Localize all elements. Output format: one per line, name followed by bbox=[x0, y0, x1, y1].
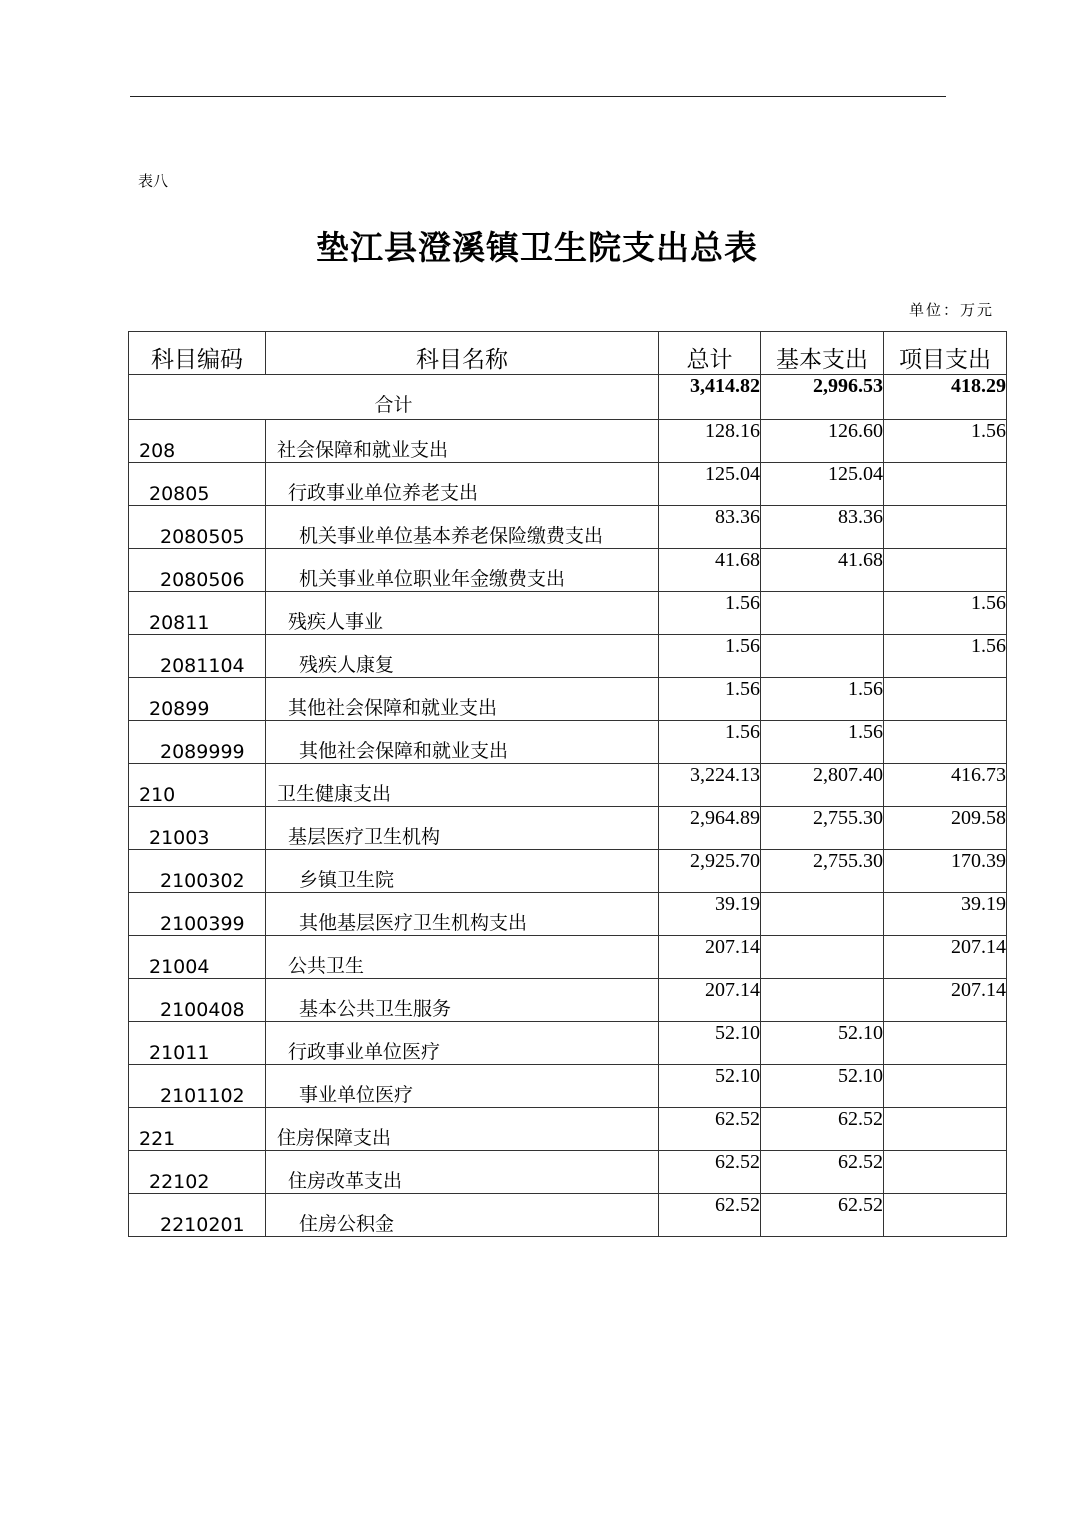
row-name: 行政事业单位医疗 bbox=[266, 1022, 659, 1065]
table-row bbox=[129, 893, 1007, 936]
row-project: 416.73 bbox=[884, 764, 1007, 807]
row-total: 39.19 bbox=[659, 893, 761, 936]
row-project bbox=[884, 506, 1007, 549]
table-row bbox=[129, 420, 1007, 463]
table-row bbox=[129, 1022, 1007, 1065]
table-row bbox=[129, 721, 1007, 764]
row-basic: 126.60 bbox=[761, 420, 884, 463]
total-total: 3,414.82 bbox=[659, 375, 761, 420]
header-rule bbox=[130, 96, 946, 97]
table-row bbox=[129, 506, 1007, 549]
row-project: 1.56 bbox=[884, 420, 1007, 463]
row-total: 3,224.13 bbox=[659, 764, 761, 807]
header-basic: 基本支出 bbox=[761, 332, 884, 375]
row-code: 21004 bbox=[129, 936, 266, 979]
total-label: 合计 bbox=[129, 375, 659, 420]
row-project: 1.56 bbox=[884, 635, 1007, 678]
row-code: 2080505 bbox=[129, 506, 266, 549]
table-row bbox=[129, 1108, 1007, 1151]
row-basic: 41.68 bbox=[761, 549, 884, 592]
row-project: 1.56 bbox=[884, 592, 1007, 635]
table-row bbox=[129, 764, 1007, 807]
header-row bbox=[129, 332, 1007, 375]
row-name: 基本公共卫生服务 bbox=[266, 979, 659, 1022]
row-name: 公共卫生 bbox=[266, 936, 659, 979]
unit-label: 单位：万元 bbox=[908, 301, 994, 319]
row-name: 住房公积金 bbox=[266, 1194, 659, 1237]
row-name: 住房保障支出 bbox=[266, 1108, 659, 1151]
row-project bbox=[884, 1194, 1007, 1237]
page-title: 垫江县澄溪镇卫生院支出总表 bbox=[316, 228, 758, 267]
row-code: 2101102 bbox=[129, 1065, 266, 1108]
row-project bbox=[884, 678, 1007, 721]
row-project: 209.58 bbox=[884, 807, 1007, 850]
row-basic bbox=[761, 893, 884, 936]
row-code: 2100408 bbox=[129, 979, 266, 1022]
row-code: 2100399 bbox=[129, 893, 266, 936]
row-basic: 2,755.30 bbox=[761, 807, 884, 850]
table-row bbox=[129, 1151, 1007, 1194]
row-code: 221 bbox=[129, 1108, 266, 1151]
row-code: 208 bbox=[129, 420, 266, 463]
row-code: 2100302 bbox=[129, 850, 266, 893]
row-project: 207.14 bbox=[884, 936, 1007, 979]
row-basic: 2,807.40 bbox=[761, 764, 884, 807]
row-basic: 2,755.30 bbox=[761, 850, 884, 893]
row-basic: 1.56 bbox=[761, 721, 884, 764]
row-basic: 52.10 bbox=[761, 1065, 884, 1108]
row-code: 2089999 bbox=[129, 721, 266, 764]
expenditure-table bbox=[128, 331, 1007, 1237]
header-total: 总计 bbox=[659, 332, 761, 375]
row-basic: 62.52 bbox=[761, 1194, 884, 1237]
row-basic bbox=[761, 936, 884, 979]
row-project bbox=[884, 463, 1007, 506]
table-row bbox=[129, 635, 1007, 678]
row-project bbox=[884, 721, 1007, 764]
row-name: 机关事业单位基本养老保险缴费支出 bbox=[266, 506, 659, 549]
row-code: 21011 bbox=[129, 1022, 266, 1065]
row-total: 128.16 bbox=[659, 420, 761, 463]
row-total: 2,964.89 bbox=[659, 807, 761, 850]
row-total: 1.56 bbox=[659, 592, 761, 635]
row-total: 62.52 bbox=[659, 1108, 761, 1151]
row-basic: 52.10 bbox=[761, 1022, 884, 1065]
header-name: 科目名称 bbox=[266, 332, 659, 375]
row-basic: 62.52 bbox=[761, 1108, 884, 1151]
row-project bbox=[884, 1022, 1007, 1065]
row-name: 行政事业单位养老支出 bbox=[266, 463, 659, 506]
table-row bbox=[129, 850, 1007, 893]
row-name: 社会保障和就业支出 bbox=[266, 420, 659, 463]
row-total: 207.14 bbox=[659, 979, 761, 1022]
table-row bbox=[129, 936, 1007, 979]
row-basic: 125.04 bbox=[761, 463, 884, 506]
table-row bbox=[129, 1065, 1007, 1108]
row-total: 62.52 bbox=[659, 1194, 761, 1237]
row-name: 卫生健康支出 bbox=[266, 764, 659, 807]
row-name: 乡镇卫生院 bbox=[266, 850, 659, 893]
row-code: 2210201 bbox=[129, 1194, 266, 1237]
row-project bbox=[884, 549, 1007, 592]
row-name: 事业单位医疗 bbox=[266, 1065, 659, 1108]
table-row bbox=[129, 549, 1007, 592]
row-basic: 62.52 bbox=[761, 1151, 884, 1194]
row-code: 2080506 bbox=[129, 549, 266, 592]
row-project bbox=[884, 1151, 1007, 1194]
row-basic: 1.56 bbox=[761, 678, 884, 721]
row-project bbox=[884, 1108, 1007, 1151]
row-basic bbox=[761, 635, 884, 678]
row-total: 41.68 bbox=[659, 549, 761, 592]
row-basic bbox=[761, 979, 884, 1022]
row-total: 125.04 bbox=[659, 463, 761, 506]
row-project bbox=[884, 1065, 1007, 1108]
header-code: 科目编码 bbox=[129, 332, 266, 375]
row-name: 残疾人康复 bbox=[266, 635, 659, 678]
row-code: 22102 bbox=[129, 1151, 266, 1194]
row-project: 39.19 bbox=[884, 893, 1007, 936]
row-basic bbox=[761, 592, 884, 635]
row-name: 其他社会保障和就业支出 bbox=[266, 721, 659, 764]
table-row bbox=[129, 463, 1007, 506]
row-name: 住房改革支出 bbox=[266, 1151, 659, 1194]
row-total: 1.56 bbox=[659, 721, 761, 764]
row-code: 20805 bbox=[129, 463, 266, 506]
total-basic: 2,996.53 bbox=[761, 375, 884, 420]
row-name: 机关事业单位职业年金缴费支出 bbox=[266, 549, 659, 592]
table-row bbox=[129, 592, 1007, 635]
row-code: 2081104 bbox=[129, 635, 266, 678]
row-total: 1.56 bbox=[659, 678, 761, 721]
row-total: 83.36 bbox=[659, 506, 761, 549]
header-project: 项目支出 bbox=[884, 332, 1007, 375]
table-number: 表八 bbox=[138, 172, 169, 190]
row-name: 基层医疗卫生机构 bbox=[266, 807, 659, 850]
table-row bbox=[129, 979, 1007, 1022]
table-row bbox=[129, 678, 1007, 721]
row-total: 62.52 bbox=[659, 1151, 761, 1194]
table-row bbox=[129, 1194, 1007, 1237]
row-total: 1.56 bbox=[659, 635, 761, 678]
total-row bbox=[129, 375, 1007, 420]
row-name: 其他基层医疗卫生机构支出 bbox=[266, 893, 659, 936]
row-total: 207.14 bbox=[659, 936, 761, 979]
row-name: 其他社会保障和就业支出 bbox=[266, 678, 659, 721]
row-code: 21003 bbox=[129, 807, 266, 850]
row-total: 52.10 bbox=[659, 1065, 761, 1108]
total-project: 418.29 bbox=[884, 375, 1007, 420]
row-project: 170.39 bbox=[884, 850, 1007, 893]
table-row bbox=[129, 807, 1007, 850]
row-code: 20899 bbox=[129, 678, 266, 721]
row-total: 2,925.70 bbox=[659, 850, 761, 893]
row-code: 210 bbox=[129, 764, 266, 807]
row-total: 52.10 bbox=[659, 1022, 761, 1065]
row-name: 残疾人事业 bbox=[266, 592, 659, 635]
row-code: 20811 bbox=[129, 592, 266, 635]
row-basic: 83.36 bbox=[761, 506, 884, 549]
row-project: 207.14 bbox=[884, 979, 1007, 1022]
